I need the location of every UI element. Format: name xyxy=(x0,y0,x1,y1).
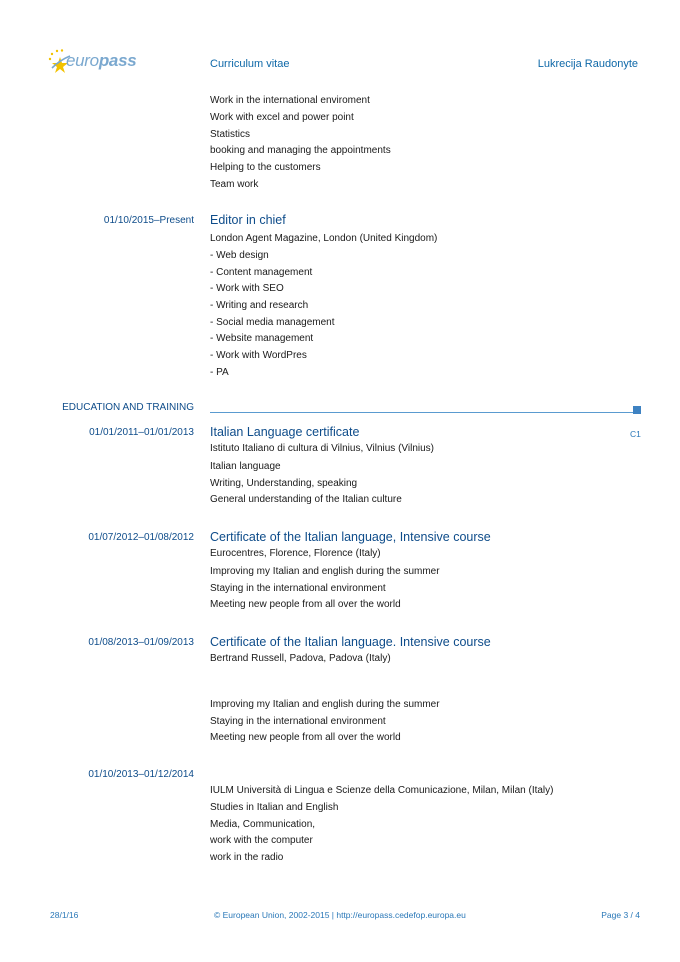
list-item: Improving my Italian and english during the summer xyxy=(210,699,440,710)
list-item: - Content management xyxy=(210,266,313,278)
section-square xyxy=(633,406,641,414)
list-item: work in the radio xyxy=(210,852,284,864)
edu-details xyxy=(210,698,440,745)
list-item: Meeting new people from all over the world xyxy=(210,599,401,611)
edu-org: Eurocentres, Florence, Florence (Italy) xyxy=(210,548,381,559)
footer-page-number: Page 3 / 4 xyxy=(601,910,640,920)
edu-date: 01/01/2011–01/01/2013 xyxy=(89,427,194,438)
list-item: Helping to the customers xyxy=(210,162,321,174)
edu-details xyxy=(210,565,440,612)
edu-title: Certificate of the Italian language. Intensive course xyxy=(210,635,491,649)
job-employer: London Agent Magazine, London (United Kingdom) xyxy=(210,233,438,244)
list-item: Improving my Italian and english during the summer xyxy=(210,566,440,577)
list-item: Meeting new people from all over the world xyxy=(210,732,401,744)
job-date: 01/10/2015–Present xyxy=(103,215,194,226)
edu-date: 01/10/2013–01/12/2014 xyxy=(88,769,194,780)
list-item: Statistics xyxy=(210,128,251,140)
section-rule xyxy=(210,412,634,413)
list-item: - PA xyxy=(210,366,229,378)
edu-details xyxy=(210,801,338,865)
edu-org: IULM Università di Lingua e Scienze della Comunicazione, Milan, Milan (Italy) xyxy=(210,785,554,796)
list-item: Team work xyxy=(210,178,259,190)
list-item: - Work with WordPres xyxy=(210,350,307,362)
europass-logo xyxy=(48,46,148,80)
edu-title: Certificate of the Italian language, Intensive course xyxy=(210,530,491,544)
list-item: Studies in Italian and English xyxy=(210,802,339,813)
footer-date: 28/1/16 xyxy=(50,910,79,920)
footer-copyright: © European Union, 2002-2015 | http://europass.cedefop.europa.eu xyxy=(214,910,466,920)
prev-job-items xyxy=(210,94,391,192)
list-item: - Social media management xyxy=(210,316,335,328)
list-item: - Web design xyxy=(210,250,269,261)
edu-date: 01/08/2013–01/09/2013 xyxy=(88,637,194,648)
list-item: Work with excel and power point xyxy=(210,111,354,123)
list-item: Media, Communication, xyxy=(210,818,316,830)
list-item: General understanding of the Italian culture xyxy=(210,494,402,506)
job-title: Editor in chief xyxy=(210,213,286,227)
list-item: - Website management xyxy=(210,333,314,345)
edu-org: Istituto Italiano di cultura di Vilnius, Vilnius (Vilnius) xyxy=(210,443,435,454)
edu-org: Bertrand Russell, Padova, Padova (Italy) xyxy=(210,653,391,664)
edu-date: 01/07/2012–01/08/2012 xyxy=(88,532,194,543)
edu-title: Italian Language certificate xyxy=(210,425,360,439)
list-item: Staying in the international environment xyxy=(210,715,386,727)
list-item: booking and managing the appointments xyxy=(210,145,391,157)
list-item: Work in the international enviroment xyxy=(210,95,370,106)
person-name: Lukrecija Raudonyte xyxy=(537,58,638,70)
list-item: Staying in the international environment xyxy=(210,582,386,594)
job-tasks xyxy=(210,249,335,380)
edu-details xyxy=(210,460,402,507)
list-item: - Writing and research xyxy=(210,300,309,312)
list-item: Italian language xyxy=(210,461,281,472)
section-heading-education: EDUCATION AND TRAINING xyxy=(62,402,194,413)
doc-title: Curriculum vitae xyxy=(210,58,290,70)
list-item: Writing, Understanding, speaking xyxy=(210,477,358,489)
list-item: work with the computer xyxy=(210,835,313,847)
edu-level: C1 xyxy=(630,429,641,439)
logo-text: europass xyxy=(66,51,137,70)
list-item: - Work with SEO xyxy=(210,283,284,295)
